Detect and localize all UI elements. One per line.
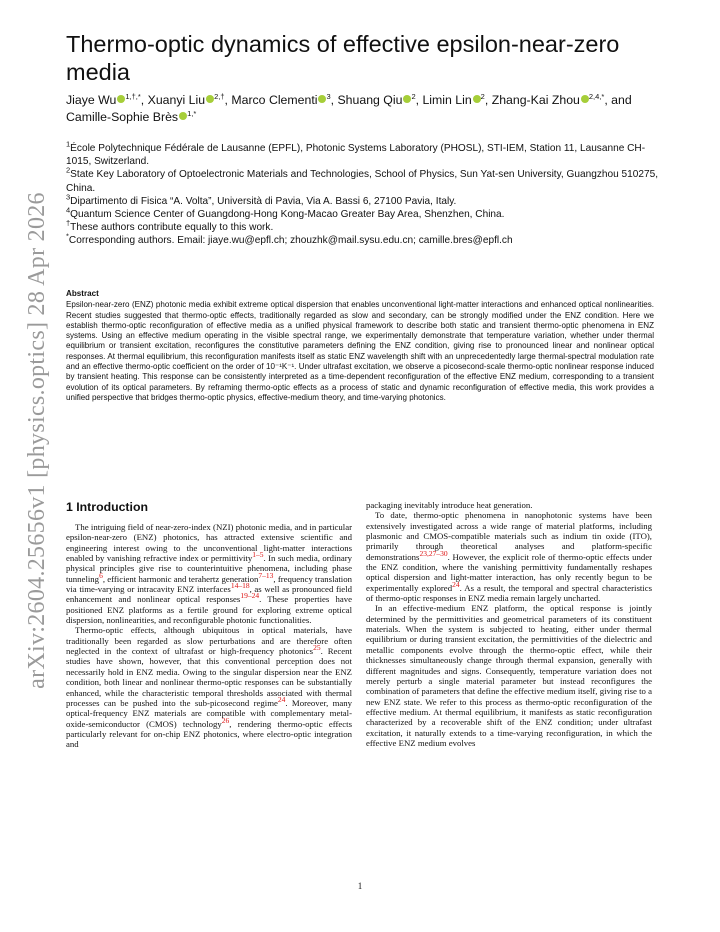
orcid-icon[interactable] <box>473 95 481 103</box>
affiliation-text: École Polytechnique Fédérale de Lausanne (EPFL), Photonic Systems Laboratory (PHOSL), STI-IEM, Station 11, Lausanne CH-1015, Switzerland. <box>66 143 646 168</box>
arxiv-identifier-text: arXiv:2604.25656v1 [physics.optics] 28 Apr 2026 <box>23 191 50 689</box>
citation-link[interactable]: 24 <box>277 694 286 704</box>
abstract-heading: Abstract <box>66 289 99 298</box>
paragraph-text: , efficient harmonic and terahertz generation <box>102 573 259 584</box>
citation-link[interactable]: 23,27–30 <box>419 548 448 558</box>
orcid-icon[interactable] <box>179 112 187 120</box>
citation-link[interactable]: 19–24 <box>240 591 260 601</box>
citation-link[interactable]: 26 <box>221 715 230 725</box>
affiliation <box>66 168 666 194</box>
author-name: Marco Clementi <box>231 93 318 107</box>
page-number: 1 <box>357 881 363 891</box>
author <box>66 93 141 107</box>
author-name: Zhang-Kai Zhou <box>491 93 580 107</box>
author-separator: , <box>224 93 232 107</box>
citation-link[interactable]: 24 <box>452 579 460 589</box>
author <box>337 93 415 107</box>
paragraph-text: . Moreover, many optical-frequency ENZ materials are compatible with complementary metal-oxide-semiconductor (CMOS) technology <box>66 697 353 729</box>
paragraph-text: . Recent studies have shown, however, that this conventional perception does not necessarily hold in ENZ media. Owing to the singular dispersion near the ENZ condition, both linear and nonlinear thermo-optic responses can be substantially enhanced, while the characteristic temporal thresholds associated with thermal processes can be pushed into the sub-picosecond regime <box>66 646 352 708</box>
author-name: Jiaye Wu <box>66 93 117 107</box>
affiliation-text: Dipartimento di Fisica “A. Volta”, Università di Pavia, Via A. Bassi 6, 27100 Pavia, Italy. <box>70 195 457 207</box>
abstract-text: Epsilon-near-zero (ENZ) photonic media exhibit extreme optical dispersion that enables unconventional light-matter interactions and enhanced optical nonlinearities. Recent studies suggested that thermo-optic effects, traditionally regarded as slow and secondary, can be strongly modified under the ENZ condition. Here we establish thermo-optic reconfiguration of effective media as a unified physical framework to describe both static and transient thermo-optic phenomena in ENZ systems. Using an effective medium operating in the visible spectral range, we experimentally demonstrate that temperature variation, whether under thermal equilibrium or transient excitation, reconfigures the constitutive parameters defining the ENZ condition, giving rise to pronounced linear and nonlinear optical responses. At thermal equilibrium, this reconfiguration manifests itself as static ENZ wavelength shift with an unprecedentedly large thermal-spectral modulation rate and an effective thermo-optic coefficient on the order of 10⁻¹K⁻¹. Under ultrafast excitation, we observe a picosecond-scale thermo-optic nonlinear response induced by transient heating. This response can be consistently interpreted as a time-dependent reconfiguration of the effective ENZ medium, corresponding to a transient evolution of its optical parameters. By reframing thermo-optic effects as a process of static and dynamic reconfiguration of effective media, this work provides a unified perspective that bridges thermo-optic physics, effective-medium theory, and time-varying photonics. <box>66 300 654 402</box>
paragraph-text: . In such media, ordinary physical principles give rise to counterintuitive phenomena, including phase tunneling <box>66 553 352 584</box>
affiliation-mark: † <box>66 218 71 228</box>
body-paragraph <box>366 510 652 603</box>
author-list <box>66 92 666 126</box>
paragraph-text: packaging inevitably introduce heat generation. <box>366 500 533 510</box>
left-column-body <box>66 522 352 750</box>
orcid-icon[interactable] <box>581 95 589 103</box>
author-name: Camille-Sophie Brès <box>66 110 179 124</box>
author-separator: , <box>330 93 338 107</box>
author <box>66 110 196 124</box>
author-separator: , <box>484 93 492 107</box>
author-name: Shuang Qiu <box>337 93 403 107</box>
affiliation <box>66 218 666 234</box>
affiliation-mark: 2 <box>66 166 71 176</box>
affiliation-mark: * <box>66 232 69 242</box>
author-name: Xuanyi Liu <box>147 93 206 107</box>
body-paragraph <box>66 522 352 625</box>
author <box>148 93 225 107</box>
paragraph-text: , frequency translation via time-varying or intracavity ENZ interfaces <box>66 573 352 595</box>
affiliation-mark: 4 <box>66 205 71 215</box>
author-affiliation-marks: 1,†,* <box>125 91 141 101</box>
orcid-icon[interactable] <box>206 95 214 103</box>
affiliation-list <box>66 139 666 248</box>
paragraph-text: Thermo-optic effects, although ubiquitous in optical materials, have traditionally been regarded as slow perturbations and are therefore often neglected in the context of ultrafast or high-frequency photonics <box>66 625 352 657</box>
paragraph-text: . As a result, the temporal and spectral characteristics of thermo-optic responses in ENZ media remain largely uncharted. <box>366 582 653 604</box>
author-affiliation-marks: 1,* <box>187 108 197 118</box>
body-paragraph <box>66 625 352 749</box>
author-affiliation-marks: 2 <box>480 91 485 101</box>
affiliation-text: Quantum Science Center of Guangdong-Hong Kong-Macao Greater Bay Area, Shenzhen, China. <box>70 209 505 221</box>
author-name: Limin Lin <box>422 93 472 107</box>
author-affiliation-marks: 2 <box>411 91 416 101</box>
citation-link[interactable]: 14–18 <box>230 581 250 591</box>
paper-title: Thermo-optic dynamics of effective epsilon-near-zero media <box>66 31 620 85</box>
author <box>492 93 605 107</box>
affiliation <box>66 192 666 208</box>
abstract <box>66 289 654 403</box>
author <box>422 93 484 107</box>
paragraph-text: The intriguing field of near-zero-index (NZI) photonic media, and in particular epsilon-near-zero (ENZ) photonics, has attracted extensive scientific and engineering interest owing to the unconventional light-matter interactions enabled by vanishing refractive index or permittivity <box>66 522 352 564</box>
body-paragraph <box>366 603 652 748</box>
affiliation <box>66 205 666 221</box>
author-affiliation-marks: 3 <box>326 91 331 101</box>
author-affiliation-marks: 2,4,* <box>588 91 605 101</box>
author-separator: , <box>415 93 423 107</box>
body-paragraph <box>366 500 652 510</box>
paragraph-text: In an effective-medium ENZ platform, the optical response is jointly determined by the permittivities and geometrical parameters of its constituent materials. When the system is subjected to heating, either under thermal equilibrium or during transient excitation, the permittivities of the dielectric and metallic components evolve through the thermo-optic effect, while their thicknesses simultaneously change through thermal expansion, generally with different magnitudes and signs. Consequently, temperature variation does not merely perturb a single material parameter but instead reconfigures the combination of parameters that define the effective medium itself, giving rise to a new ENZ state. We refer to this process as thermo-optic reconfiguration of the effective medium. At thermal equilibrium, it manifests as static reconfiguration characterized by a recoverable shift of the ENZ condition; under ultrafast excitation, it naturally extends to a time-varying reconfiguration, in which the effective ENZ medium evolves <box>366 603 652 748</box>
affiliation-text: These authors contribute equally to this work. <box>70 222 274 234</box>
affiliation-mark: 1 <box>66 139 71 149</box>
affiliation <box>66 139 666 168</box>
affiliation-text: State Key Laboratory of Optoelectronic Materials and Technologies, School of Physics, Sun Yat-sen University, Guangzhou 510275, China. <box>66 169 659 194</box>
author-affiliation-marks: 2,† <box>214 91 225 101</box>
citation-link[interactable]: 6 <box>99 570 103 580</box>
affiliation-mark: 3 <box>66 192 71 202</box>
right-column-body <box>366 500 652 748</box>
author-separator: , and <box>604 93 632 107</box>
paragraph-text: . These properties have positioned ENZ platforms as a fertile ground for exploring extreme optical dispersion, nonlinearities, and reconfigurable photonic functionalities. <box>66 594 352 626</box>
right-column <box>366 500 652 748</box>
paragraph-text: To date, thermo-optic phenomena in nanophotonic systems have been extensively investigated across a wide range of material platforms, including plasmonic and CMOS-compatible materials such as indium tin oxide (ITO), primarily through theoretical analyses and platform-specific demonstrations <box>366 510 652 562</box>
author <box>231 93 330 107</box>
paragraph-text: . However, the explicit role of thermo-optic effects under the ENZ condition, where the vanishing permittivity fundamentally reshapes optical dispersion and light-matter interaction, has only recently begun to be experimentally explored <box>366 551 652 593</box>
citation-link[interactable]: 7–13 <box>258 570 274 580</box>
paragraph-text: , rendering thermo-optic effects particularly relevant for on-chip ENZ photonics, where electro-optic integration and <box>66 718 352 750</box>
citation-link[interactable]: 25 <box>313 643 321 653</box>
left-column <box>66 500 352 750</box>
affiliation-text: Corresponding authors. Email: jiaye.wu@epfl.ch; zhouzhk@mail.sysu.edu.cn; camille.bres@epfl.ch <box>68 235 513 247</box>
affiliation <box>66 234 666 247</box>
citation-link[interactable]: 1–5 <box>252 550 264 560</box>
paragraph-text: , as well as pronounced field enhancement and nonlinear optical responses <box>66 584 352 605</box>
arxiv-identifier <box>20 160 54 720</box>
section-heading: 1 Introduction <box>66 500 148 514</box>
author-separator: , <box>140 93 148 107</box>
